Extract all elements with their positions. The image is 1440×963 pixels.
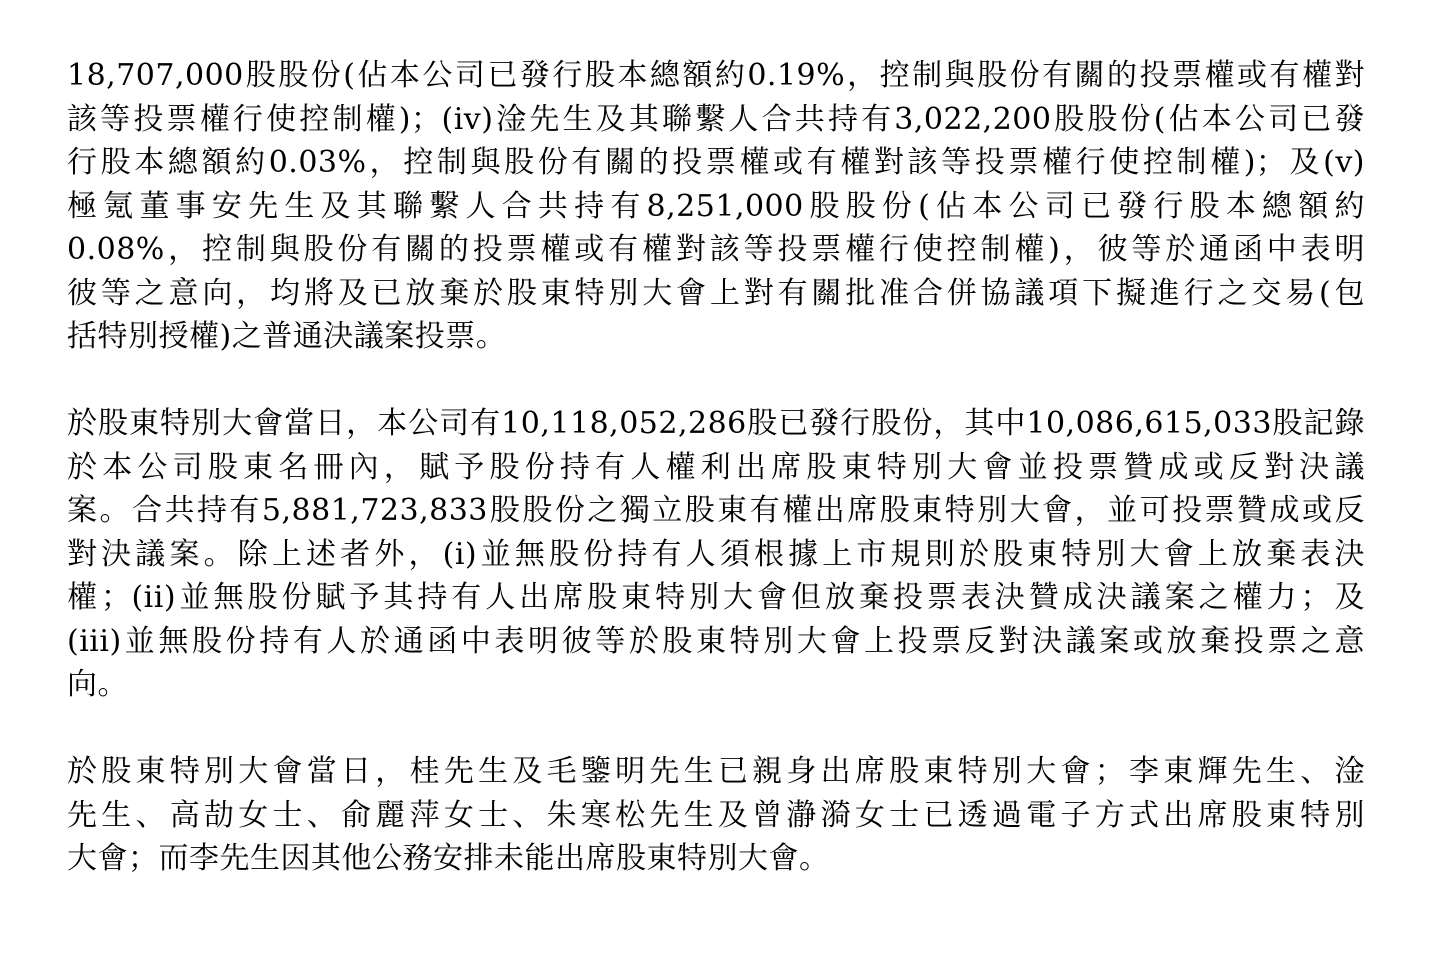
paragraph-gap bbox=[67, 707, 1365, 751]
paragraph-attendance bbox=[67, 750, 1365, 881]
text-line: 大會；而李先生因其他公務安排未能出席股東特別大會。 bbox=[67, 841, 830, 876]
text-line: 於股東特別大會當日，本公司有10,118,052,286股已發行股份，其中10,086,615,033股記錄 bbox=[67, 406, 1365, 441]
text-line: 於本公司股東名冊內，賦予股份持有人權利出席股東特別大會並投票贊成或反對決議 bbox=[67, 449, 1365, 485]
text-line: 行股本總額約0.03%，控制與股份有關的投票權或有權對該等投票權行使控制權)；及(v) bbox=[67, 145, 1365, 180]
text-line: 0.08%，控制與股份有關的投票權或有權對該等投票權行使控制權)，彼等於通函中表明 bbox=[67, 232, 1365, 267]
paragraph-issued-shares bbox=[67, 402, 1365, 707]
document-body bbox=[67, 54, 1365, 881]
text-line: (iii)並無股份持有人於通函中表明彼等於股東特別大會上投票反對決議案或放棄投票之意 bbox=[67, 623, 1365, 659]
text-line: 先生、高劼女士、俞麗萍女士、朱寒松先生及曾瀞漪女士已透過電子方式出席股東特別 bbox=[67, 797, 1365, 833]
text-line: 權；(ii)並無股份賦予其持有人出席股東特別大會但放棄投票表決贊成決議案之權力；及 bbox=[67, 580, 1365, 615]
paragraph-gap bbox=[67, 359, 1365, 403]
text-line: 對決議案。除上述者外，(i)並無股份持有人須根據上市規則於股東特別大會上放棄表決 bbox=[67, 536, 1365, 572]
text-line: 案。合共持有5,881,723,833股股份之獨立股東有權出席股東特別大會，並可投票贊成或反 bbox=[67, 493, 1365, 528]
text-line: 向。 bbox=[67, 667, 128, 702]
paragraph-voting-abstentions bbox=[67, 54, 1365, 359]
text-line: 極氪董事安先生及其聯繫人合共持有8,251,000股股份(佔本公司已發行股本總額約 bbox=[67, 188, 1365, 224]
text-line: 括特別授權)之普通決議案投票。 bbox=[67, 319, 507, 354]
text-line: 於股東特別大會當日，桂先生及毛鑒明先生已親身出席股東特別大會；李東輝先生、淦 bbox=[67, 754, 1365, 789]
text-line: 該等投票權行使控制權)；(iv)淦先生及其聯繫人合共持有3,022,200股股份(佔本公司已發 bbox=[67, 101, 1365, 137]
text-line: 18,707,000股股份(佔本公司已發行股本總額約0.19%，控制與股份有關的投票權或有權對 bbox=[67, 58, 1365, 93]
text-line: 彼等之意向，均將及已放棄於股東特別大會上對有關批准合併協議項下擬進行之交易(包 bbox=[67, 275, 1365, 311]
